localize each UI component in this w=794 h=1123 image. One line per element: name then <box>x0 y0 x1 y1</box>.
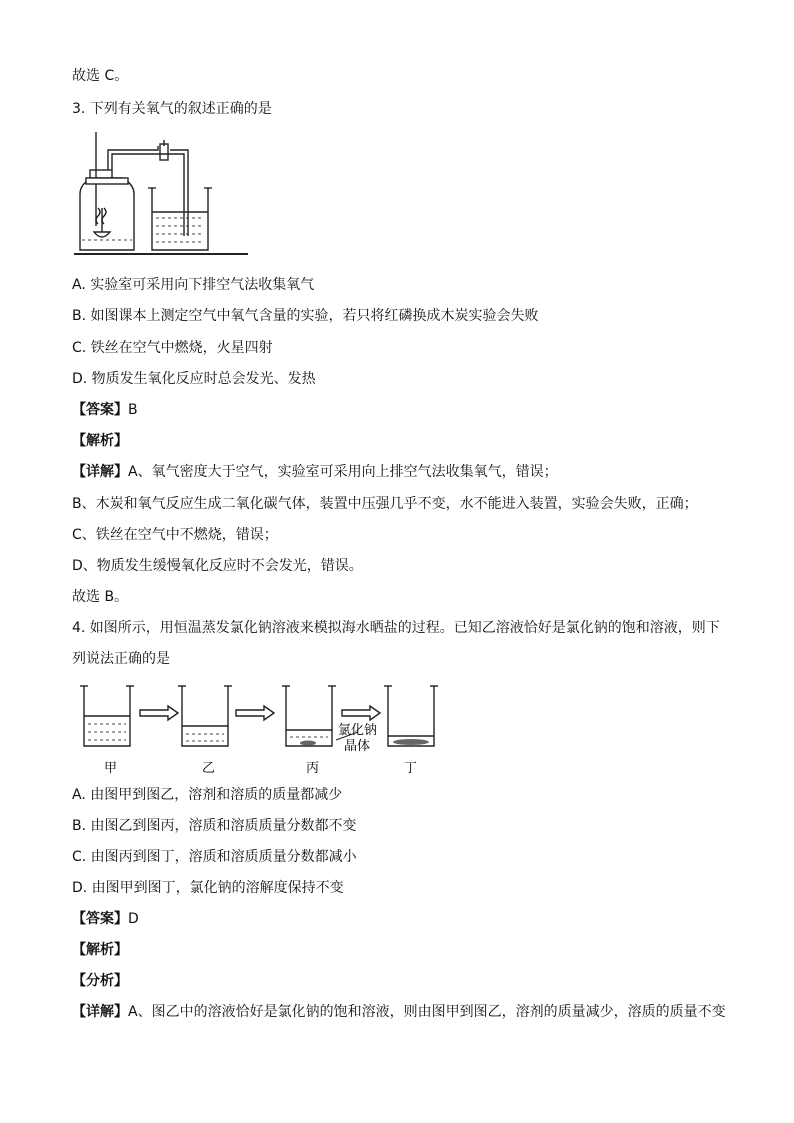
detail-line <box>72 462 558 482</box>
conclusion-line: 故选 B。 <box>72 589 129 605</box>
beaker-label-ding: 丁 <box>404 761 418 776</box>
detail-line: C、铁丝在空气中不燃烧，错误； <box>72 527 278 543</box>
option-b: B. 由图乙到图丙，溶质和溶质质量分数都不变 <box>72 818 357 834</box>
option-b: B. 如图课本上测定空气中氧气含量的实验，若只将红磷换成木炭实验会失败 <box>72 308 539 324</box>
figure-oxygen-apparatus <box>72 128 252 258</box>
analysis-heading: 【解析】 <box>72 433 128 449</box>
detail-label: 【详解】 <box>72 464 128 480</box>
question-4-stem: 4. 如图所示，用恒温蒸发氯化钠溶液来模拟海水晒盐的过程。已知乙溶液恰好是氯化钠的饱和溶液，则下 <box>72 620 720 636</box>
answer-label: 【答案】 <box>72 911 128 927</box>
answer-line <box>72 909 139 929</box>
text-line: 故选 C。 <box>72 68 129 84</box>
beaker-label-jia: 甲 <box>104 761 118 776</box>
question-4-stem-cont: 列说法正确的是 <box>72 651 170 667</box>
detail-line <box>72 1002 726 1022</box>
analysis-subheading: 【分析】 <box>72 973 128 989</box>
answer-value: D <box>128 911 139 927</box>
crystal-label-2: 晶体 <box>344 739 371 754</box>
option-c: C. 由图丙到图丁，溶质和溶质质量分数都减小 <box>72 849 357 865</box>
answer-value: B <box>128 402 138 418</box>
figure-evaporation <box>72 680 452 780</box>
detail-label: 【详解】 <box>72 1004 128 1020</box>
option-d: D. 由图甲到图丁，氯化钠的溶解度保持不变 <box>72 880 344 896</box>
answer-label: 【答案】 <box>72 402 128 418</box>
option-a: A. 由图甲到图乙，溶剂和溶质的质量都减少 <box>72 787 343 803</box>
answer-line <box>72 400 138 420</box>
detail-line: D、物质发生缓慢氧化反应时不会发光，错误。 <box>72 558 363 574</box>
question-3-stem: 3. 下列有关氧气的叙述正确的是 <box>72 101 272 117</box>
detail-line: B、木炭和氧气反应生成二氧化碳气体，装置中压强几乎不变，水不能进入装置，实验会失败，正确； <box>72 496 698 512</box>
beaker-label-bing: 丙 <box>306 761 320 776</box>
analysis-heading: 【解析】 <box>72 942 128 958</box>
option-c: C. 铁丝在空气中燃烧，火星四射 <box>72 340 273 356</box>
crystal-label-1: 氯化钠 <box>338 723 378 738</box>
detail-text: A、图乙中的溶液恰好是氯化钠的饱和溶液，则由图甲到图乙，溶剂的质量减少，溶质的质量不变 <box>128 1004 726 1020</box>
beaker-label-yi: 乙 <box>202 761 216 776</box>
detail-text: A、氧气密度大于空气，实验室可采用向上排空气法收集氧气，错误； <box>128 464 558 480</box>
option-d: D. 物质发生氧化反应时总会发光、发热 <box>72 371 316 387</box>
option-a: A. 实验室可采用向下排空气法收集氧气 <box>72 277 315 293</box>
